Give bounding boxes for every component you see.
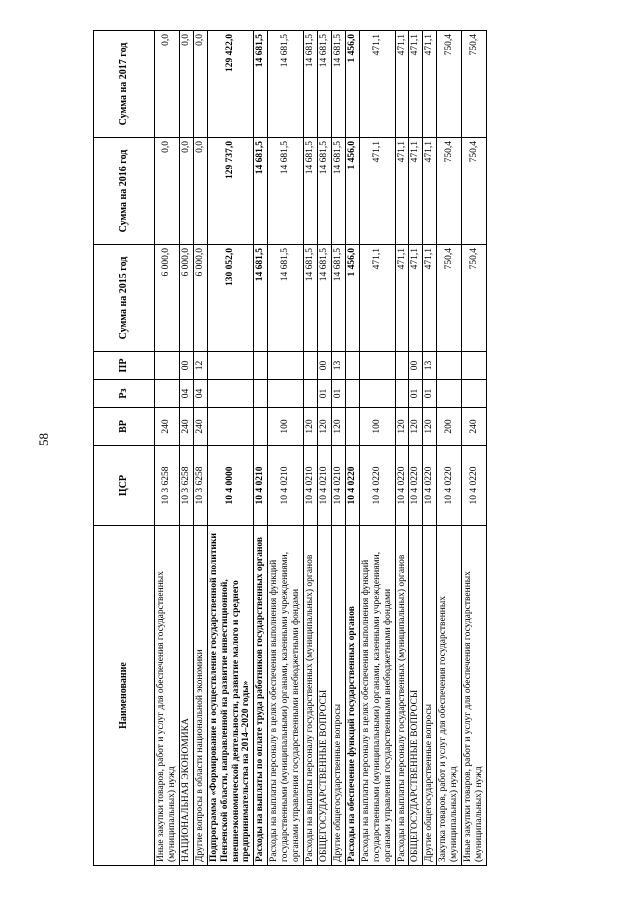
- cell-vr: 100: [359, 408, 395, 446]
- cell-sum-2015: 471,1: [409, 245, 423, 352]
- cell-sum-2015: 750,4: [437, 245, 462, 352]
- cell-pr: 13: [423, 352, 437, 380]
- cell-sum-2016: 0,0: [179, 138, 193, 245]
- cell-vr: 240: [155, 408, 180, 446]
- table-row: [359, 31, 395, 866]
- cell-sum-2016: 0,0: [193, 138, 207, 245]
- cell-name: НАЦИОНАЛЬНАЯ ЭКОНОМИКА: [179, 526, 193, 866]
- cell-csr: 10 3 6258: [155, 446, 180, 526]
- cell-sum-2017: 14 681,5: [304, 31, 318, 138]
- table-row: [193, 31, 207, 866]
- cell-sum-2017: 471,1: [423, 31, 437, 138]
- cell-name: Расходы на выплаты персоналу в целях обеспечения выполнения функций государственными (муниципальными) органами, казенными учреждениями, органами управления государственными внебюджетными фондами: [268, 526, 304, 866]
- cell-pr: [207, 352, 254, 380]
- cell-sum-2017: 471,1: [409, 31, 423, 138]
- cell-vr: 120: [395, 408, 409, 446]
- table-row: [207, 31, 254, 866]
- header-sum-2017: Сумма на 2017 год: [94, 31, 155, 138]
- cell-sum-2017: 471,1: [395, 31, 409, 138]
- cell-rz: [359, 380, 395, 408]
- table-row: [179, 31, 193, 866]
- cell-sum-2015: 14 681,5: [268, 245, 304, 352]
- cell-vr: 100: [268, 408, 304, 446]
- cell-sum-2015: 471,1: [359, 245, 395, 352]
- cell-sum-2017: 1 456,0: [345, 31, 359, 138]
- cell-csr: 10 3 6258: [193, 446, 207, 526]
- cell-name: ОБЩЕГОСУДАРСТВЕННЫЕ ВОПРОСЫ: [409, 526, 423, 866]
- cell-vr: 120: [423, 408, 437, 446]
- cell-pr: 12: [193, 352, 207, 380]
- cell-vr: 120: [409, 408, 423, 446]
- cell-rz: [437, 380, 462, 408]
- table-row: [423, 31, 437, 866]
- cell-csr: 10 4 0220: [462, 446, 487, 526]
- cell-csr: 10 4 0210: [331, 446, 345, 526]
- cell-name: Расходы на выплаты персоналу в целях обеспечения выполнения функций государственными (муниципальными) органами, казенными учреждениями, органами управления государственными внебюджетными фондами: [359, 526, 395, 866]
- cell-sum-2017: 0,0: [193, 31, 207, 138]
- cell-vr: 120: [317, 408, 331, 446]
- cell-sum-2016: 471,1: [409, 138, 423, 245]
- cell-sum-2016: 14 681,5: [331, 138, 345, 245]
- cell-sum-2015: 14 681,5: [254, 245, 268, 352]
- cell-sum-2017: 14 681,5: [331, 31, 345, 138]
- cell-pr: [155, 352, 180, 380]
- cell-sum-2017: 14 681,5: [254, 31, 268, 138]
- cell-sum-2016: 750,4: [437, 138, 462, 245]
- cell-rz: [345, 380, 359, 408]
- cell-rz: [462, 380, 487, 408]
- cell-sum-2016: 471,1: [359, 138, 395, 245]
- cell-sum-2017: 14 681,5: [268, 31, 304, 138]
- cell-csr: 10 4 0210: [268, 446, 304, 526]
- cell-rz: [207, 380, 254, 408]
- cell-sum-2017: 750,4: [462, 31, 487, 138]
- cell-vr: 120: [304, 408, 318, 446]
- cell-name: Расходы на выплаты персоналу государственных (муниципальных) органов: [304, 526, 318, 866]
- cell-csr: 10 4 0210: [304, 446, 318, 526]
- cell-name: Другие общегосударственные вопросы: [331, 526, 345, 866]
- cell-sum-2016: 129 737,0: [207, 138, 254, 245]
- cell-sum-2017: 750,4: [437, 31, 462, 138]
- cell-sum-2016: 1 456,0: [345, 138, 359, 245]
- header-sum-2016: Сумма на 2016 год: [94, 138, 155, 245]
- cell-vr: 200: [437, 408, 462, 446]
- cell-sum-2016: 471,1: [395, 138, 409, 245]
- cell-rz: 01: [331, 380, 345, 408]
- table-row: [317, 31, 331, 866]
- cell-sum-2017: 0,0: [155, 31, 180, 138]
- cell-csr: 10 4 0220: [345, 446, 359, 526]
- cell-csr: 10 4 0220: [409, 446, 423, 526]
- cell-pr: [395, 352, 409, 380]
- cell-csr: 10 3 6258: [179, 446, 193, 526]
- cell-csr: 10 4 0220: [437, 446, 462, 526]
- cell-pr: [304, 352, 318, 380]
- cell-csr: 10 4 0210: [254, 446, 268, 526]
- cell-rz: 01: [317, 380, 331, 408]
- budget-table-container: [93, 31, 618, 866]
- cell-sum-2015: 471,1: [395, 245, 409, 352]
- table-row: [437, 31, 462, 866]
- cell-pr: [462, 352, 487, 380]
- cell-sum-2015: 6 000,0: [193, 245, 207, 352]
- cell-vr: [207, 408, 254, 446]
- cell-pr: [437, 352, 462, 380]
- table-row: [268, 31, 304, 866]
- cell-vr: [345, 408, 359, 446]
- cell-sum-2015: 750,4: [462, 245, 487, 352]
- cell-csr: 10 4 0000: [207, 446, 254, 526]
- cell-sum-2016: 14 681,5: [304, 138, 318, 245]
- cell-rz: 01: [409, 380, 423, 408]
- header-name: Наименование: [94, 526, 155, 866]
- cell-sum-2015: 130 052,0: [207, 245, 254, 352]
- cell-name: Подпрограмма «Формирование и осуществление государственной политики Пензенской области, направленной на развитие инвестиционной, внешнеэкономической деятельности, развитие малого и среднего предпринимательства на 2014–2020 годы»: [207, 526, 254, 866]
- cell-csr: 10 4 0220: [359, 446, 395, 526]
- table-row: [395, 31, 409, 866]
- cell-name: Другие общегосударственные вопросы: [423, 526, 437, 866]
- cell-vr: 240: [179, 408, 193, 446]
- cell-name: Расходы на выплаты по оплате труда работников государственных органов: [254, 526, 268, 866]
- budget-table: [93, 30, 487, 866]
- cell-pr: [345, 352, 359, 380]
- cell-name: Расходы на выплаты персоналу государственных (муниципальных) органов: [395, 526, 409, 866]
- cell-name: Закупка товаров, работ и услуг для обеспечения государственных (муниципальных) нужд: [437, 526, 462, 866]
- table-row: [462, 31, 487, 866]
- header-vr: ВР: [94, 408, 155, 446]
- table-row: [155, 31, 180, 866]
- cell-rz: 04: [179, 380, 193, 408]
- cell-sum-2017: 0,0: [179, 31, 193, 138]
- table-body: [155, 31, 487, 866]
- cell-sum-2016: 14 681,5: [268, 138, 304, 245]
- cell-sum-2015: 471,1: [423, 245, 437, 352]
- cell-vr: 240: [193, 408, 207, 446]
- table-row: [409, 31, 423, 866]
- cell-csr: 10 4 0220: [395, 446, 409, 526]
- cell-sum-2015: 14 681,5: [304, 245, 318, 352]
- cell-name: Иные закупки товаров, работ и услуг для обеспечения государственных (муниципальных) нужд: [155, 526, 180, 866]
- cell-name: Расходы на обеспечение функций государственных органов: [345, 526, 359, 866]
- cell-sum-2016: 471,1: [423, 138, 437, 245]
- cell-sum-2015: 14 681,5: [331, 245, 345, 352]
- cell-sum-2016: 750,4: [462, 138, 487, 245]
- cell-rz: 01: [423, 380, 437, 408]
- cell-sum-2016: 14 681,5: [254, 138, 268, 245]
- header-sum-2015: Сумма на 2015 год: [94, 245, 155, 352]
- cell-pr: [359, 352, 395, 380]
- cell-sum-2017: 471,1: [359, 31, 395, 138]
- cell-name: Другие вопросы в области национальной экономики: [193, 526, 207, 866]
- cell-csr: 10 4 0210: [317, 446, 331, 526]
- table-row: [345, 31, 359, 866]
- cell-vr: [254, 408, 268, 446]
- cell-rz: 04: [193, 380, 207, 408]
- cell-rz: [395, 380, 409, 408]
- table-header-row: [94, 31, 155, 866]
- cell-sum-2015: 6 000,0: [155, 245, 180, 352]
- cell-sum-2015: 14 681,5: [317, 245, 331, 352]
- cell-vr: 120: [331, 408, 345, 446]
- table-row: [254, 31, 268, 866]
- page-number: 58: [36, 433, 51, 446]
- cell-sum-2017: 129 422,0: [207, 31, 254, 138]
- table-row: [331, 31, 345, 866]
- cell-sum-2017: 14 681,5: [317, 31, 331, 138]
- header-csr: ЦСР: [94, 446, 155, 526]
- cell-rz: [268, 380, 304, 408]
- cell-pr: 00: [317, 352, 331, 380]
- cell-sum-2015: 6 000,0: [179, 245, 193, 352]
- cell-name: ОБЩЕГОСУДАРСТВЕННЫЕ ВОПРОСЫ: [317, 526, 331, 866]
- cell-sum-2016: 0,0: [155, 138, 180, 245]
- header-pr: ПР: [94, 352, 155, 380]
- cell-sum-2015: 1 456,0: [345, 245, 359, 352]
- cell-vr: 240: [462, 408, 487, 446]
- cell-rz: [155, 380, 180, 408]
- cell-pr: 00: [179, 352, 193, 380]
- cell-pr: 13: [331, 352, 345, 380]
- cell-csr: 10 4 0220: [423, 446, 437, 526]
- cell-name: Иные закупки товаров, работ и услуг для обеспечения государственных (муниципальных) нужд: [462, 526, 487, 866]
- table-row: [304, 31, 318, 866]
- cell-sum-2016: 14 681,5: [317, 138, 331, 245]
- cell-rz: [254, 380, 268, 408]
- cell-rz: [304, 380, 318, 408]
- cell-pr: [268, 352, 304, 380]
- header-rz: Рз: [94, 380, 155, 408]
- cell-pr: [254, 352, 268, 380]
- cell-pr: 00: [409, 352, 423, 380]
